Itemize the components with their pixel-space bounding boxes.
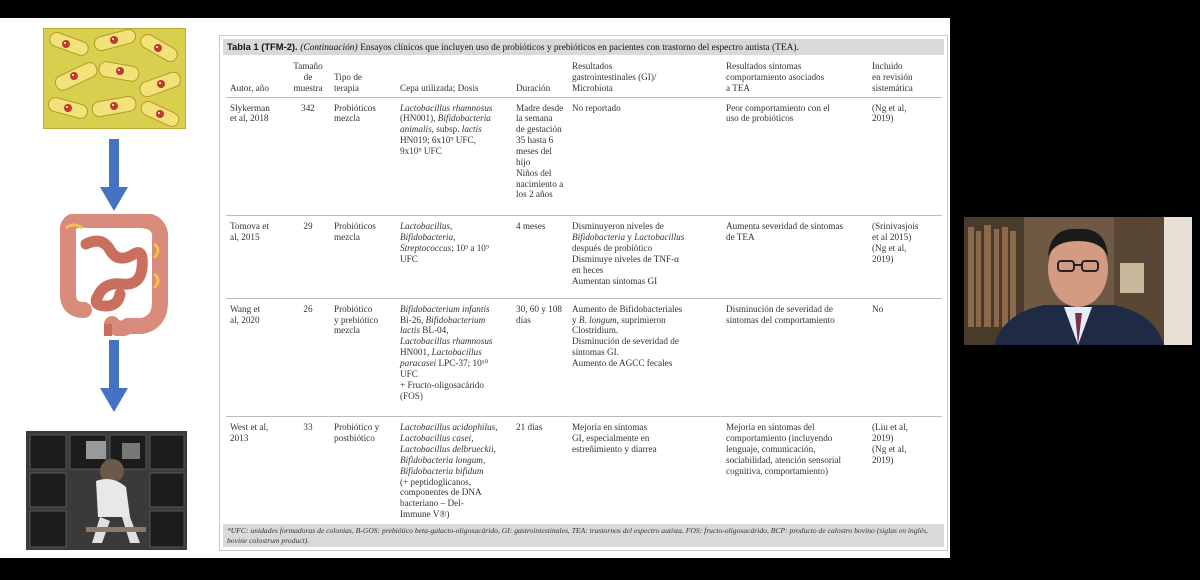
cell-line: 9x10⁹ UFC <box>400 146 442 157</box>
cell-line: en heces <box>572 264 604 275</box>
cell-line: Bifidobacteria bifidum <box>400 465 484 476</box>
cell-line: Slykerman <box>230 102 270 113</box>
cell-line: y prebiótico <box>334 314 379 325</box>
cell-line: Peor comportamiento con el <box>726 102 830 113</box>
cell-line: Bifidobacteria y Lactobacillus <box>572 232 685 243</box>
cell-line: 2019) <box>872 253 894 264</box>
cell-line: Wang et <box>230 303 261 314</box>
cell-duration <box>512 298 568 417</box>
cell-line: Mejoría en síntomas <box>572 422 648 433</box>
cell-line: Streptococcus; 10³ a 10⁹ <box>400 242 490 253</box>
table-row <box>226 417 942 536</box>
cell-line: al, 2015 <box>230 232 260 243</box>
cell-line: Lactobacillus acidophilus, <box>400 422 498 433</box>
cell-sample: 33 <box>286 417 330 536</box>
cell-line: GI, especialmente en <box>572 433 650 444</box>
cell-strain <box>396 216 512 298</box>
cell-line: 2019) <box>872 113 894 124</box>
cell-line: uso de probióticos <box>726 113 794 124</box>
cell-line: (+ peptidoglicanos, <box>400 476 472 487</box>
cell-line: Bifidobacteria, <box>400 232 456 243</box>
cell-duration <box>512 417 568 536</box>
cell-line: Mejoría en síntomas del <box>726 422 815 433</box>
cell-author <box>226 97 286 216</box>
table-title-text: Ensayos clínicos que incluyen uso de probióticos y prebióticos en pacientes con trastorno del espectro autista (TEA). <box>360 43 799 53</box>
cell-line: cognitiva, comportamiento) <box>726 465 829 476</box>
cell-therapy <box>330 298 396 417</box>
cell-line: 2019) <box>872 433 894 444</box>
cell-line: síntomas GI. <box>572 347 619 358</box>
cell-line: lactis BL-04, <box>400 325 449 336</box>
cell-line: Disminuye niveles de TNF-α <box>572 253 679 264</box>
table-title-label: Tabla 1 (TFM-2). <box>227 41 298 52</box>
cell-duration <box>512 97 568 216</box>
participant-video-tile[interactable] <box>964 217 1192 345</box>
cell-line: nacimiento a <box>516 178 564 189</box>
cell-duration <box>512 216 568 298</box>
header-sample: Tamaño de muestra <box>286 60 330 97</box>
down-arrow-icon <box>100 139 128 218</box>
cell-line: la semana <box>516 113 553 124</box>
cell-line: Disminución de severidad de <box>572 336 679 347</box>
cell-line: los 2 años <box>516 189 553 200</box>
cell-line: 21 días <box>516 422 543 433</box>
cell-sample: 342 <box>286 97 330 216</box>
cell-line: Lactobacillus rhamnosus <box>400 336 493 347</box>
cell-line: estreñimiento y diarrea <box>572 444 657 455</box>
cell-line: 2013 <box>230 433 249 444</box>
header-strain: Cepa utilizada; Dosis <box>396 60 512 97</box>
cell-line: de TEA <box>726 232 755 243</box>
cell-line: et al, 2018 <box>230 113 269 124</box>
cell-line: al, 2020 <box>230 314 260 325</box>
cell-line: después de probiótico <box>572 242 653 253</box>
cell-line: y B. longum, suprimieron <box>572 314 666 325</box>
intestine-illustration <box>58 214 168 336</box>
cell-line: No <box>872 303 884 314</box>
cell-line: Disminuyeron niveles de <box>572 221 664 232</box>
cell-behavior <box>722 216 868 298</box>
cell-line: 4 meses <box>516 221 546 232</box>
clinical-trials-table <box>226 60 942 536</box>
cell-line: postbiótico <box>334 433 375 444</box>
cell-line: (FOS) <box>400 390 423 401</box>
cell-line: UFC <box>400 253 418 264</box>
data-table-card <box>219 35 948 551</box>
cell-line: West et al, <box>230 422 269 433</box>
cell-line: Probiótico y <box>334 422 380 433</box>
cell-line: Madre desde <box>516 102 564 113</box>
cell-line: 2019) <box>872 454 894 465</box>
cell-line: Aumento de AGCC fecales <box>572 357 673 368</box>
bacteria-illustration <box>43 28 186 129</box>
cell-review <box>868 97 942 216</box>
cell-gi <box>568 97 722 216</box>
cell-line: bacteriano – Del- <box>400 498 464 509</box>
cell-line: (Ng et al, <box>872 102 907 113</box>
cell-line: animalis, subsp. lactis <box>400 124 482 135</box>
cell-behavior <box>722 97 868 216</box>
cell-line: lenguaje, comunicación, <box>726 444 816 455</box>
cell-line: Bifidobacterium infantis <box>400 303 490 314</box>
cell-line: Lactobacillus rhamnosus <box>400 102 493 113</box>
cell-line: (HN001), Bifidobacteria <box>400 113 491 124</box>
cell-line: mezcla <box>334 113 361 124</box>
cell-line: (Srinivasjois <box>872 221 919 232</box>
header-gi: Resultados gastrointestinales (GI)/ Microbiota <box>568 60 722 97</box>
cell-line: sociabilidad, atención sensorial <box>726 454 842 465</box>
cell-line: Aumenta severidad de síntomas <box>726 221 844 232</box>
cell-line: Disminución de severidad de <box>726 303 833 314</box>
cell-line: Probióticos <box>334 221 376 232</box>
table-row <box>226 298 942 417</box>
cell-therapy <box>330 97 396 216</box>
cell-therapy <box>330 216 396 298</box>
cell-line: Lactobacillus, <box>400 221 453 232</box>
table-row <box>226 97 942 216</box>
cell-line: Bifidobacteria longum, <box>400 454 486 465</box>
header-behavior: Resultados síntomas comportamiento asociados a TEA <box>722 60 868 97</box>
cell-behavior <box>722 298 868 417</box>
table-header-row <box>226 60 942 97</box>
cell-line: Lactobacillus delbrueckii, <box>400 444 496 455</box>
down-arrow-icon <box>100 340 128 419</box>
cell-strain <box>396 298 512 417</box>
cell-line: Clostridium. <box>572 325 619 336</box>
cell-line: paracasei LPC-37; 10¹⁰ <box>400 357 489 368</box>
cell-line: et al 2015) <box>872 232 912 243</box>
cell-line: No reportado <box>572 102 621 113</box>
cell-gi <box>568 216 722 298</box>
cell-line: componentes de DNA <box>400 487 482 498</box>
cell-review <box>868 298 942 417</box>
cell-gi <box>568 298 722 417</box>
table-title <box>223 39 944 55</box>
cell-author <box>226 216 286 298</box>
cell-line: Niños del <box>516 167 552 178</box>
cell-line: + Fructo-oligosacárido <box>400 379 485 390</box>
cell-line: HN001, Lactobacillus <box>400 347 482 358</box>
cell-line: Aumento de Bifidobacteriales <box>572 303 683 314</box>
cell-line: 35 hasta 6 <box>516 135 554 146</box>
cell-line: (Liu et al, <box>872 422 908 433</box>
cell-line: Probiótico <box>334 303 373 314</box>
cell-author <box>226 417 286 536</box>
cell-line: 30, 60 y 108 <box>516 303 562 314</box>
cell-line: de gestación <box>516 124 562 135</box>
cell-line: (Ng et al, <box>872 242 907 253</box>
cell-line: días <box>516 314 531 325</box>
presentation-slide <box>0 18 950 558</box>
header-duration: Duración <box>512 60 568 97</box>
header-therapy: Tipo de terapia <box>330 60 396 97</box>
cell-line: comportamiento (incluyendo <box>726 433 833 444</box>
cell-line: HN019; 6x10⁹ UFC, <box>400 135 476 146</box>
cell-sample: 29 <box>286 216 330 298</box>
cell-behavior <box>722 417 868 536</box>
table-row <box>226 216 942 298</box>
cell-line: mezcla <box>334 325 361 336</box>
cell-strain <box>396 97 512 216</box>
header-author: Autor, año <box>226 60 286 97</box>
cell-line: Bi-26, Bifidobacterium <box>400 314 486 325</box>
header-review: Incluido en revisión sistemática <box>868 60 942 97</box>
cell-line: UFC <box>400 368 418 379</box>
cell-gi <box>568 417 722 536</box>
cell-therapy <box>330 417 396 536</box>
cell-line: meses del <box>516 146 552 157</box>
cell-line: Probióticos <box>334 102 376 113</box>
cell-line: mezcla <box>334 232 361 243</box>
cell-line: Aumentan síntomas GI <box>572 275 658 286</box>
cell-line: síntomas del comportamiento <box>726 314 835 325</box>
child-photo <box>26 431 187 550</box>
cell-line: Immune V®) <box>400 509 450 520</box>
table-title-continuation: (Continuación) <box>300 43 358 53</box>
cell-line: Tomova et <box>230 221 269 232</box>
cell-review <box>868 417 942 536</box>
table-footnote: *UFC: unidades formadoras de colonias, B-GOS: prebiótico beta-galacto-oligosacárido, GI: gastrointestinales, TEA: trastornos del espectro autista, FOS: fructo-oligosacárido, BCP: producto de calostro bovino (siglas en inglés, bovine colostrum product). <box>223 524 944 547</box>
cell-strain <box>396 417 512 536</box>
cell-author <box>226 298 286 417</box>
cell-sample: 26 <box>286 298 330 417</box>
cell-review <box>868 216 942 298</box>
cell-line: (Ng et al, <box>872 444 907 455</box>
presenter-video <box>964 217 1192 345</box>
cell-line: hijo <box>516 156 531 167</box>
cell-line: Lactobacillus casei, <box>400 433 474 444</box>
